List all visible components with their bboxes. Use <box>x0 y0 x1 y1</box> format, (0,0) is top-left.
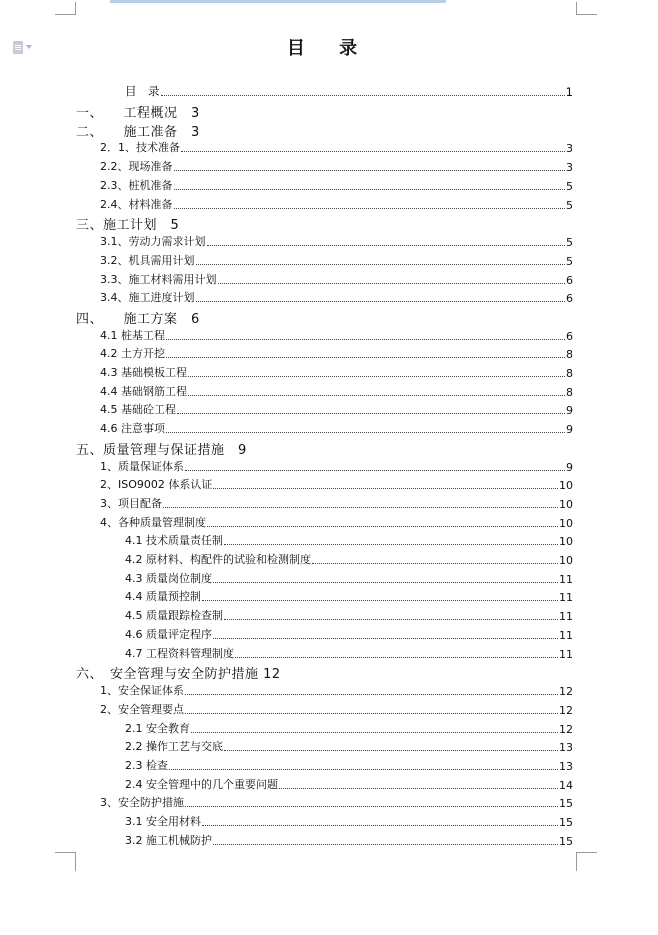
toc-entry-page-number: 11 <box>559 610 573 623</box>
toc-entry-page-number: 11 <box>559 629 573 642</box>
toc-entry-page-number: 10 <box>559 479 573 492</box>
toc-dot-leader <box>185 693 558 695</box>
toc-dot-leader <box>185 805 558 807</box>
toc-entry-label: 2.3、桩机准备 <box>100 179 173 192</box>
toc-entry-label: 2.4 安全管理中的几个重要问题 <box>125 778 278 791</box>
toc-entry[interactable] <box>100 476 573 492</box>
toc-entry-label: 3、项目配备 <box>100 497 162 510</box>
toc-dot-leader <box>163 506 558 508</box>
toc-entry-label: 4、各种质量管理制度 <box>100 516 206 529</box>
toc-entry-page-number: 3 <box>566 142 573 155</box>
toc-entry-page-number: 12 <box>559 723 573 736</box>
crop-mark-top-left <box>55 2 76 15</box>
toc-entry[interactable] <box>125 626 573 642</box>
toc-entry[interactable] <box>125 738 573 754</box>
toc-entry[interactable] <box>125 813 573 829</box>
toc-entry-page-number: 15 <box>559 816 573 829</box>
toc-entry[interactable] <box>125 83 573 99</box>
toc-entry-label: 1、质量保证体系 <box>100 460 184 473</box>
toc-entry-label: 4.2 土方开挖 <box>100 347 165 360</box>
toc-entry-label: 3、安全防护措施 <box>100 796 184 809</box>
toc-dot-leader <box>235 656 558 658</box>
toc-dot-leader <box>207 244 566 246</box>
toc-dot-leader <box>213 487 558 489</box>
toc-entry[interactable] <box>100 177 573 193</box>
toc-entry-label: 六、 安全管理与安全防护措施 12 <box>76 667 281 682</box>
toc-dot-leader <box>312 562 558 564</box>
toc-entry[interactable] <box>100 345 573 361</box>
toc-dot-leader <box>166 431 565 433</box>
toc-entry[interactable] <box>100 196 573 212</box>
toc-entry[interactable] <box>125 570 573 586</box>
toc-entry-label: 4.4 质量预控制 <box>125 590 201 603</box>
toc-entry-page-number: 6 <box>566 330 573 343</box>
toc-entry-label: 4.3 基础模板工程 <box>100 366 187 379</box>
toc-entry[interactable] <box>100 233 573 249</box>
toc-entry-label: 四、 施工方案 6 <box>76 312 200 327</box>
toc-entry[interactable] <box>125 757 573 773</box>
toc-entry[interactable] <box>100 327 573 343</box>
toc-dot-leader <box>224 749 558 751</box>
toc-entry-label: 4.6 质量评定程序 <box>125 628 212 641</box>
toc-entry-label: 4.4 基础钢筋工程 <box>100 385 187 398</box>
toc-entry-label: 3.2 施工机械防护 <box>125 834 212 847</box>
toc-dot-leader <box>185 469 565 471</box>
toc-dot-leader <box>185 712 558 714</box>
toc-entry[interactable] <box>76 214 256 233</box>
crop-mark-top-right <box>576 2 597 15</box>
toc-dot-leader <box>213 843 558 845</box>
toc-entry-page-number: 10 <box>559 554 573 567</box>
toc-entry[interactable] <box>125 607 573 623</box>
toc-entry[interactable] <box>100 682 573 698</box>
toc-dot-leader <box>224 618 558 620</box>
toc-entry-page-number: 13 <box>559 741 573 754</box>
toc-entry-label: 4.3 质量岗位制度 <box>125 572 212 585</box>
toc-entry[interactable] <box>100 495 573 511</box>
header-highlight-bar <box>110 0 446 3</box>
toc-dot-leader <box>181 150 565 152</box>
toc-entry-page-number: 5 <box>566 255 573 268</box>
toc-entry-label: 2.2 操作工艺与交底 <box>125 740 223 753</box>
toc-entry[interactable] <box>100 364 573 380</box>
toc-entry-label: 3.4、施工进度计划 <box>100 291 195 304</box>
toc-entry-page-number: 9 <box>566 404 573 417</box>
toc-entry-page-number: 5 <box>566 199 573 212</box>
toc-entry-page-number: 5 <box>566 236 573 249</box>
toc-entry[interactable] <box>100 271 573 287</box>
toc-entry-page-number: 13 <box>559 760 573 773</box>
toc-entry-page-number: 8 <box>566 386 573 399</box>
toc-entry-page-number: 12 <box>559 685 573 698</box>
toc-entry-page-number: 9 <box>566 461 573 474</box>
toc-entry-label: 2.2、现场准备 <box>100 160 173 173</box>
toc-entry-label: 4.6 注意事项 <box>100 422 165 435</box>
toc-entry-page-number: 10 <box>559 498 573 511</box>
toc-entry[interactable] <box>100 383 573 399</box>
toc-entry-label: 3.2、机具需用计划 <box>100 254 195 267</box>
toc-entry[interactable] <box>76 102 256 121</box>
crop-mark-bottom-left <box>55 852 76 871</box>
toc-entry-page-number: 15 <box>559 835 573 848</box>
toc-dot-leader <box>188 375 565 377</box>
toc-entry-page-number: 6 <box>566 274 573 287</box>
toc-dot-leader <box>207 525 558 527</box>
toc-entry-page-number: 5 <box>566 180 573 193</box>
toc-entry[interactable] <box>100 794 573 810</box>
toc-entry-page-number: 11 <box>559 591 573 604</box>
toc-entry[interactable] <box>100 420 573 436</box>
toc-entry[interactable] <box>125 832 573 848</box>
toc-entry[interactable] <box>125 645 573 661</box>
toc-dot-leader <box>279 787 558 789</box>
toc-entry-label: 4.5 质量跟踪检查制 <box>125 609 223 622</box>
toc-entry-label: 三、施工计划 5 <box>76 218 180 233</box>
toc-dot-leader <box>174 207 566 209</box>
toc-entry[interactable] <box>76 663 281 682</box>
toc-entry[interactable] <box>125 720 573 736</box>
toc-entry-page-number: 9 <box>566 423 573 436</box>
toc-dot-leader <box>218 282 566 284</box>
toc-dot-leader <box>202 824 558 826</box>
toc-entry-label: 一、 工程概况 3 <box>76 106 200 121</box>
toc-dot-leader <box>166 338 565 340</box>
toc-entry[interactable] <box>100 401 573 417</box>
page-title: 目 录 <box>286 38 372 59</box>
crop-mark-bottom-right <box>576 852 597 871</box>
toc-dot-leader <box>161 94 565 96</box>
toc-dot-leader <box>202 599 558 601</box>
toc-entry-page-number: 12 <box>559 704 573 717</box>
toc-entry-label: 2．1、技术准备 <box>100 141 180 154</box>
toc-entry-label: 2、ISO9002 体系认证 <box>100 478 213 491</box>
toc-entry-page-number: 3 <box>566 161 573 174</box>
toc-dot-leader <box>213 581 558 583</box>
toc-entry-page-number: 8 <box>566 348 573 361</box>
toc-dot-leader <box>177 412 565 414</box>
toc-entry-label: 2、安全管理要点 <box>100 703 184 716</box>
toc-dot-leader <box>166 356 565 358</box>
toc-entry-label: 4.2 原材料、构配件的试验和检测制度 <box>125 553 311 566</box>
toc-dot-leader <box>196 300 566 302</box>
toc-entry-label: 2.3 检查 <box>125 759 168 772</box>
toc-entry[interactable] <box>76 308 256 327</box>
toc-entry[interactable] <box>100 158 573 174</box>
toc-entry[interactable] <box>125 588 573 604</box>
toc-entry-label: 2.4、材料准备 <box>100 198 173 211</box>
toc-entry-label: 3.1 安全用材料 <box>125 815 201 828</box>
toc-entry-label: 2.1 安全教育 <box>125 722 190 735</box>
toc-entry-label: 4.1 桩基工程 <box>100 329 165 342</box>
toc-entry[interactable] <box>125 551 573 567</box>
toc-entry-page-number: 15 <box>559 797 573 810</box>
toc-entry-page-number: 1 <box>565 85 573 99</box>
toc-entry-page-number: 8 <box>566 367 573 380</box>
toc-dot-leader <box>196 263 566 265</box>
toc-entry-page-number: 11 <box>559 573 573 586</box>
toc-dot-leader <box>191 731 558 733</box>
toc-entry-page-number: 11 <box>559 648 573 661</box>
toc-entry[interactable] <box>76 121 256 140</box>
toc-entry-page-number: 14 <box>559 779 573 792</box>
toc-entry-label: 1、安全保证体系 <box>100 684 184 697</box>
toc-dot-leader <box>213 637 558 639</box>
toc-dot-leader <box>188 394 565 396</box>
toc-entry[interactable] <box>100 514 573 530</box>
toc-entry-label: 目 录 <box>125 84 160 98</box>
toc-entry[interactable] <box>100 139 573 155</box>
toc-entry-label: 五、质量管理与保证措施 9 <box>76 443 247 458</box>
toc-dot-leader <box>224 543 558 545</box>
toc-entry-page-number: 10 <box>559 535 573 548</box>
toc-entry-page-number: 10 <box>559 517 573 530</box>
toc-entry-label: 二、 施工准备 3 <box>76 125 200 140</box>
toc-entry-page-number: 6 <box>566 292 573 305</box>
toc-entry-label: 4.5 基础砼工程 <box>100 403 176 416</box>
toc-entry-label: 3.1、劳动力需求计划 <box>100 235 206 248</box>
toc-entry[interactable] <box>100 289 573 305</box>
toc-entry[interactable] <box>100 252 573 268</box>
toc-entry-label: 3.3、施工材料需用计划 <box>100 273 217 286</box>
toc-dot-leader <box>174 188 566 190</box>
toc-dot-leader <box>169 768 558 770</box>
toc-entry[interactable] <box>125 776 573 792</box>
toc-entry[interactable] <box>76 439 256 458</box>
toc-entry[interactable] <box>100 701 573 717</box>
toc-entry-label: 4.7 工程资料管理制度 <box>125 647 234 660</box>
toc-entry[interactable] <box>100 458 573 474</box>
toc-entry[interactable] <box>125 532 573 548</box>
toc-dot-leader <box>174 169 566 171</box>
toc-entry-label: 4.1 技术质量责任制 <box>125 534 223 547</box>
